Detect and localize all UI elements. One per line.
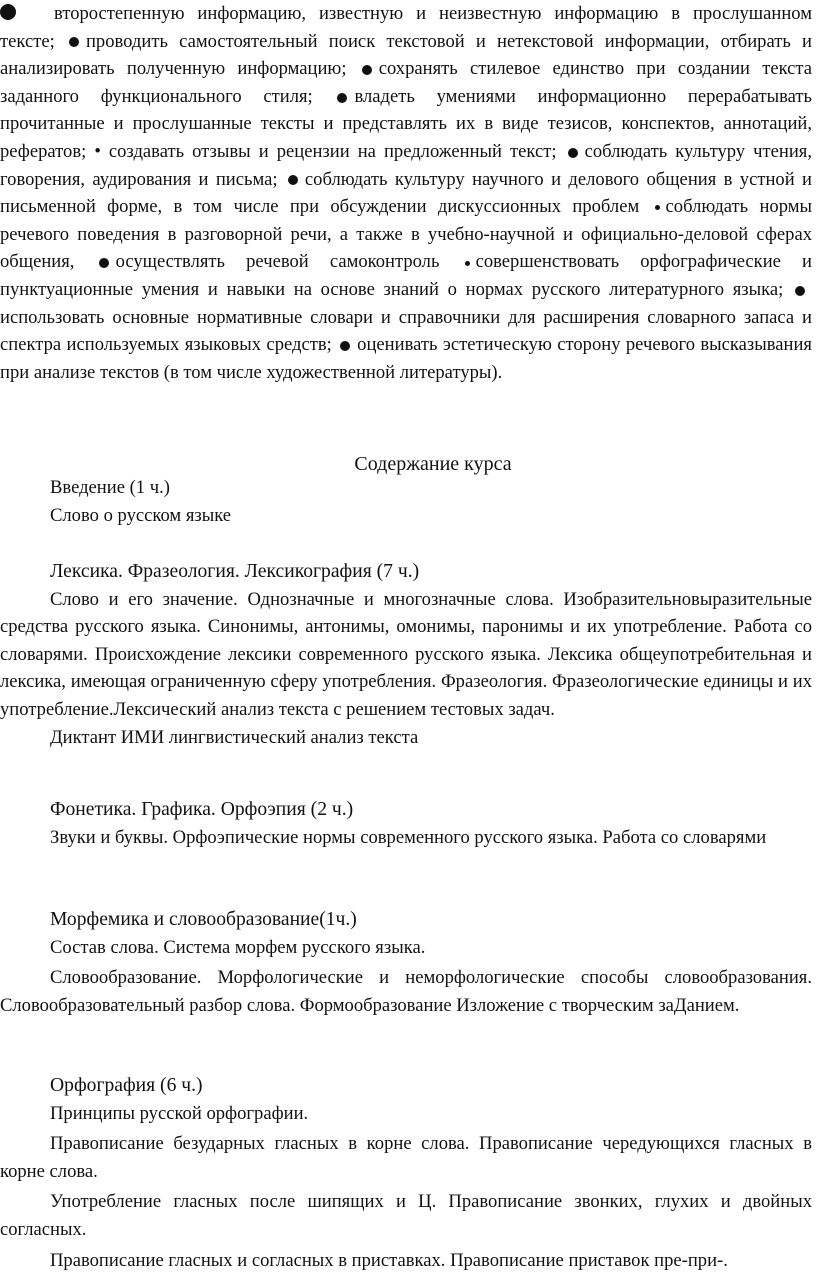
bullet-icon — [568, 148, 578, 158]
competency-item: проводить самостоятельный поиск текстовой и нетекстовой информации, отбирать и анализировать полученную информацию; — [0, 30, 812, 80]
bullet-icon — [99, 258, 109, 268]
bullet-icon — [337, 93, 347, 103]
section-paragraph: Словообразование. Морфологические и неморфологические способы словообразования. Словообразовательный разбор слова. Формообразование Изложение с творческим заДанием. — [0, 967, 812, 1016]
section-paragraph: Звуки и буквы. Орфоэпические нормы современного русского языка. Работа со словарями — [50, 826, 767, 848]
competency-item: совершенствовать орфографические и пунктуационные умения и навыки на основе знаний о нормах русского литературного языка; — [0, 251, 812, 300]
competency-item: осуществлять речевой самоконтроль — [115, 251, 440, 273]
competency-item: соблюдать культуру научного и делового общения в устной и письменной форме, в том числе при обсуждении дискуссионных проблем — [0, 168, 812, 218]
competency-item: использовать основные нормативные словари и справочники для расширения словарного запаса и спектра используемых языковых средств; — [0, 306, 812, 356]
bullet-icon — [465, 261, 470, 266]
bullet-icon — [340, 341, 350, 351]
morphemics-section — [0, 906, 812, 1019]
bullet-icon — [288, 175, 298, 185]
lexis-section — [0, 558, 812, 751]
section-heading: Введение (1 ч.) — [50, 477, 170, 498]
bullet-icon — [69, 37, 79, 47]
competency-item: сохранять стилевое единство при создании текста заданного функционального стиля; — [0, 58, 812, 107]
section-paragraph: Правописание безударных гласных в корне слова. Правописание чередующихся гласных в корне слова. — [0, 1133, 812, 1182]
competency-item: соблюдать нормы речевого поведения в разговорной речи, а также в учебно-научной и официально-деловой сферах общения, — [0, 196, 812, 273]
intro-section — [0, 474, 812, 529]
bullet-icon — [0, 4, 16, 20]
competency-item: соблюдать культуру чтения, говорения, аудирования и письма; — [0, 140, 812, 190]
bullet-icon — [655, 205, 660, 210]
orthography-section — [0, 1072, 812, 1274]
section-line: Слово о русском языке — [50, 504, 232, 526]
competency-item: владеть умениями информационно перерабатывать прочитанные и прослушанные тексты и представлять их в виде тезисов, конспектов, аннотаций, рефератов; • создавать отзывы и рецензии на предложенный текст; — [0, 85, 812, 162]
competency-item: второстепенную информацию, известную и неизвестную информацию в прослушанном тексте; — [0, 3, 812, 52]
course-content-title: Содержание курса — [354, 453, 512, 475]
section-paragraph: Правописание гласных и согласных в приставках. Правописание приставок пре-при-. — [50, 1249, 728, 1271]
competency-item: оценивать эстетическую сторону речевого высказывания при анализе текстов (в том числе художественной литературы). — [0, 334, 812, 383]
bullet-icon — [795, 286, 805, 296]
bullet-icon — [362, 65, 372, 75]
section-heading: Орфография (6 ч.) — [50, 1075, 203, 1096]
section-paragraph: Употребление гласных после шипящих и Ц. Правописание звонких, глухих и двойных согласных. — [0, 1191, 812, 1240]
phonetics-section — [0, 796, 812, 851]
section-line: Диктант ИМИ лингвистический анализ текста — [50, 726, 419, 748]
section-line: Принципы русской орфографии. — [50, 1102, 309, 1124]
section-heading: Фонетика. Графика. Орфоэпия (2 ч.) — [50, 799, 354, 820]
section-heading: Морфемика и словообразование(1ч.) — [50, 909, 357, 930]
section-line: Состав слова. Система морфем русского языка. — [50, 936, 426, 958]
section-paragraph: Слово и его значение. Однозначные и многозначные слова. Изобразительновыразительные средства русского языка. Синонимы, антонимы, омонимы, паронимы и их употребление. Работа со словарями. Происхождение лексики современного русского языка. Лексика общеупотребительная и лексика, имеющая ограниченную сферу употребления. Фразеология. Фразеологические единицы и их употребление.Лексический анализ текста с решением тестовых задач. — [0, 588, 812, 720]
competencies-paragraph — [0, 0, 812, 386]
section-heading: Лексика. Фразеология. Лексикография (7 ч.) — [50, 561, 420, 582]
